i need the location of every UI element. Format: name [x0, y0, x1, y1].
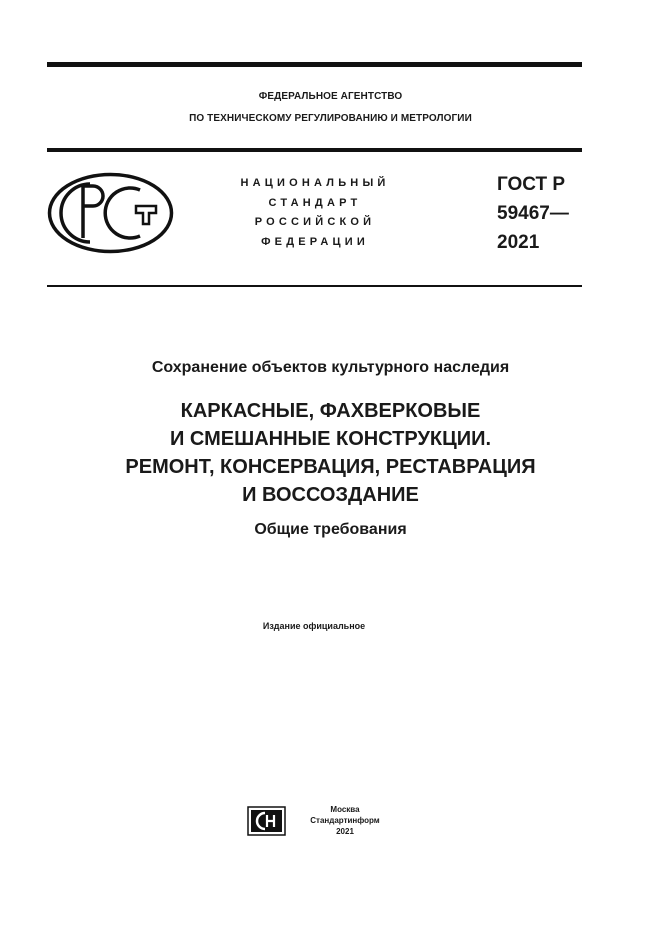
national-line: СТАНДАРТ [268, 196, 362, 209]
gost-designation [497, 170, 569, 257]
gost-line: 59467— [497, 203, 569, 224]
agency-line-1: ФЕДЕРАЛЬНОЕ АГЕНТСТВО [258, 91, 403, 102]
publisher-year: 2021 [336, 827, 354, 836]
block-rule [47, 285, 582, 287]
title-line: И СМЕШАННЫЕ КОНСТРУКЦИИ. [169, 428, 492, 450]
national-line: ФЕДЕРАЦИИ [261, 235, 369, 248]
title-line: КАРКАСНЫЕ, ФАХВЕРКОВЫЕ [180, 400, 481, 422]
title-line: РЕМОНТ, КОНСЕРВАЦИЯ, РЕСТАВРАЦИЯ [125, 456, 536, 478]
header-rule [47, 148, 582, 152]
publisher-city: Москва [330, 805, 360, 814]
national-line: НАЦИОНАЛЬНЫЙ [240, 177, 390, 189]
agency-line-2: ПО ТЕХНИЧЕСКОМУ РЕГУЛИРОВАНИЮ И МЕТРОЛОГИИ [189, 113, 472, 124]
publisher-name: Стандартинформ [310, 816, 380, 825]
national-standard-caption [210, 174, 420, 252]
top-rule [47, 62, 582, 67]
document-subtitle: Общие требования [254, 521, 407, 538]
national-line: РОССИЙСКОЙ [254, 216, 376, 228]
document-title [0, 397, 661, 509]
title-line: И ВОССОЗДАНИЕ [242, 484, 419, 506]
standartinform-logo-icon [247, 806, 286, 836]
edition-label: Издание официальное [262, 621, 366, 631]
gost-line: ГОСТ Р [497, 174, 566, 195]
publisher-info [306, 804, 384, 837]
gost-r-logo-icon [47, 172, 174, 254]
document-subject: Сохранение объектов культурного наследия [151, 359, 510, 376]
gost-line: 2021 [497, 232, 540, 253]
